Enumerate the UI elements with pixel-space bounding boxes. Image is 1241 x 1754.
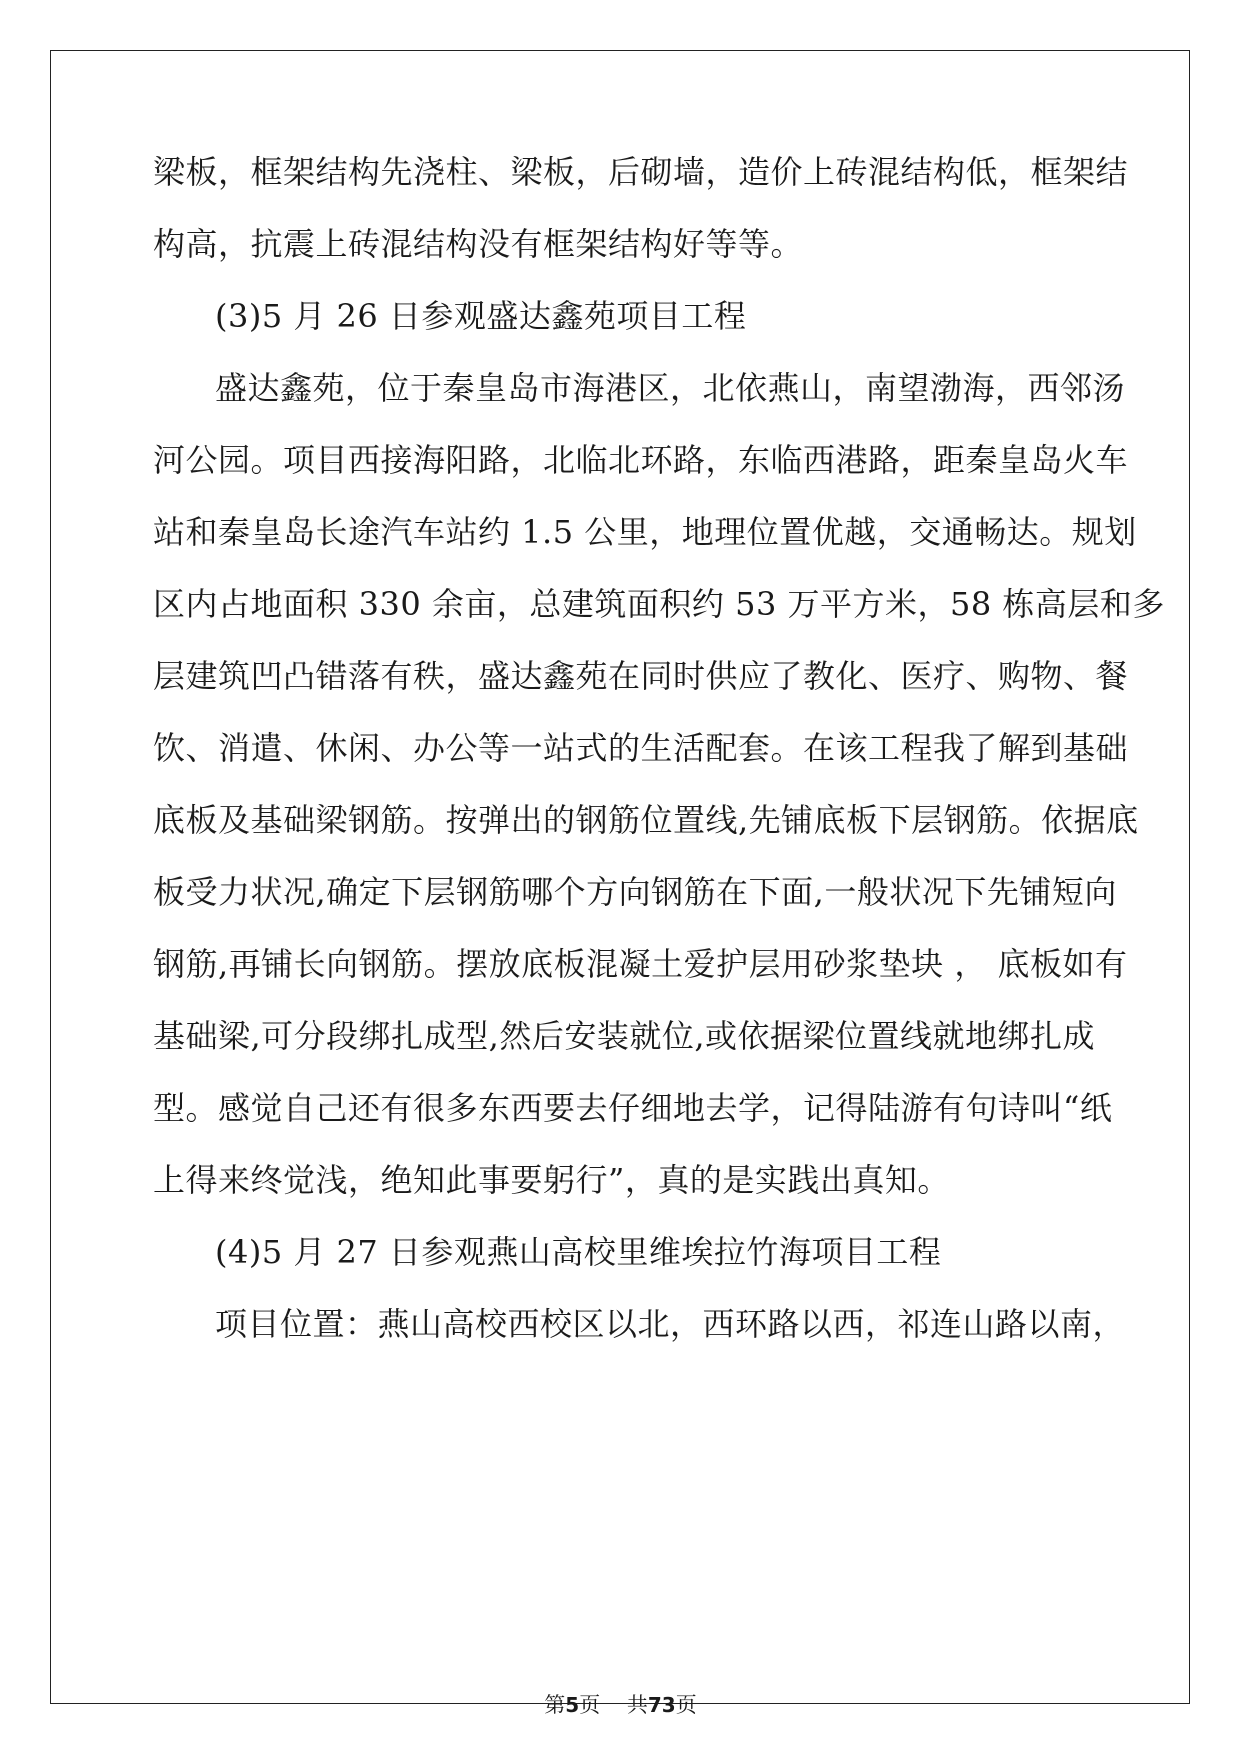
text-line: 基础梁,可分段绑扎成型,然后安装就位,或依据梁位置线就地绑扎成 (153, 1017, 1096, 1055)
section-heading: (3)5 月 26 日参观盛达鑫苑项目工程 (215, 297, 747, 335)
page-number: 5 (565, 1693, 580, 1717)
text-line: 上得来终觉浅，绝知此事要躬行”，真的是实践出真知。 (153, 1161, 950, 1199)
text-line: 型。感觉自己还有很多东西要去仔细地去学，记得陆游有句诗叫“纸 (153, 1089, 1113, 1127)
text-line: 构高，抗震上砖混结构没有框架结构好等等。 (153, 225, 804, 263)
footer-total-prefix: 共 (626, 1693, 648, 1717)
text-line: 钢筋,再铺长向钢筋。摆放底板混凝土爱护层用砂浆垫块 ， 底板如有 (153, 945, 1128, 983)
text-line: 底板及基础梁钢筋。按弹出的钢筋位置线,先铺底板下层钢筋。依据底 (153, 801, 1139, 839)
footer-page-suffix: 页 (579, 1693, 601, 1717)
text-line: 饮、消遣、休闲、办公等一站式的生活配套。在该工程我了解到基础 (153, 729, 1129, 767)
text-line: 河公园。项目西接海阳路，北临北环路，东临西港路，距秦皇岛火车 (153, 441, 1129, 479)
text-line: 项目位置：燕山高校西校区以北，西环路以西，祁连山路以南， (215, 1305, 1126, 1343)
text-line: 板受力状况,确定下层钢筋哪个方向钢筋在下面,一般状况下先铺短向 (153, 873, 1117, 911)
text-line: 站和秦皇岛长途汽车站约 1.5 公里，地理位置优越，交通畅达。规划 (153, 513, 1137, 551)
page-footer (0, 1692, 1241, 1718)
text-line: 区内占地面积 330 余亩，总建筑面积约 53 万平方米，58 栋高层和多 (153, 585, 1165, 623)
section-heading: (4)5 月 27 日参观燕山高校里维埃拉竹海项目工程 (215, 1233, 942, 1271)
footer-total-suffix: 页 (675, 1693, 697, 1717)
text-line: 层建筑凹凸错落有秩，盛达鑫苑在同时供应了教化、医疗、购物、餐 (153, 657, 1129, 695)
text-line: 梁板，框架结构先浇柱、梁板，后砌墙，造价上砖混结构低，框架结 (153, 153, 1129, 191)
text-line: 盛达鑫苑，位于秦皇岛市海港区，北依燕山，南望渤海，西邻汤 (215, 369, 1126, 407)
total-pages: 73 (647, 1693, 676, 1717)
footer-prefix: 第 (544, 1693, 566, 1717)
